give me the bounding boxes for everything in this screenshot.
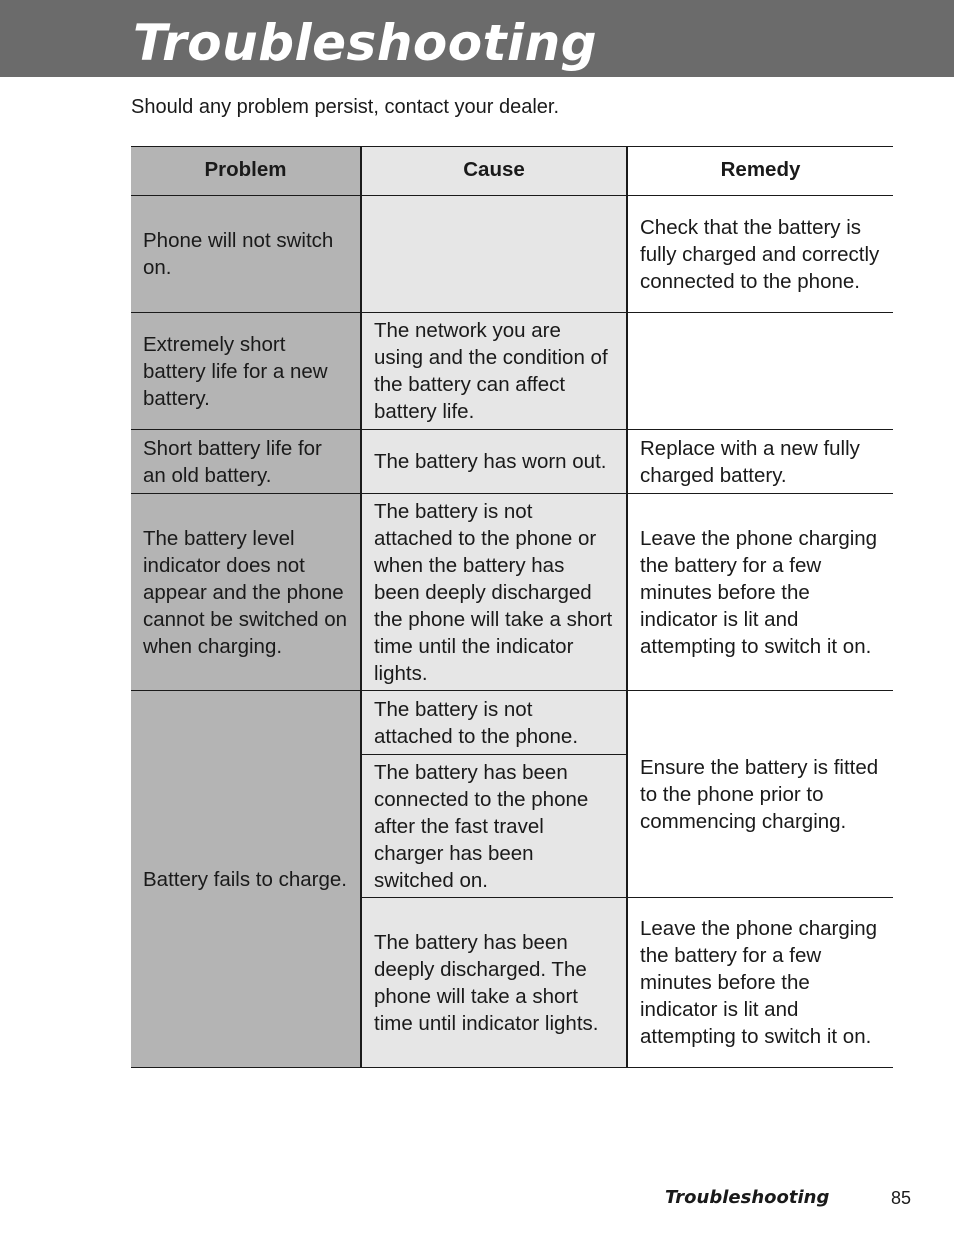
cause-cell: The battery has been connected to the phone after the fast travel charger has been switched on. bbox=[361, 755, 627, 898]
table-header-row bbox=[131, 147, 893, 196]
problem-cell: The battery level indicator does not appear and the phone cannot be switched on when charging. bbox=[131, 494, 361, 691]
cause-cell: The battery is not attached to the phone. bbox=[361, 691, 627, 755]
remedy-cell: Leave the phone charging the battery for a few minutes before the indicator is lit and attempting to switch it on. bbox=[627, 898, 893, 1068]
cause-cell bbox=[361, 196, 627, 313]
cause-cell: The battery has been deeply discharged. The phone will take a short time until indicator lights. bbox=[361, 898, 627, 1068]
column-header-problem: Problem bbox=[131, 147, 361, 196]
intro-text: Should any problem persist, contact your dealer. bbox=[131, 96, 560, 118]
problem-cell: Phone will not switch on. bbox=[131, 196, 361, 313]
remedy-cell bbox=[627, 313, 893, 430]
troubleshooting-table bbox=[131, 146, 893, 1068]
table-row bbox=[131, 430, 893, 494]
remedy-cell: Ensure the battery is fitted to the phone prior to commencing charging. bbox=[627, 691, 893, 898]
problem-cell: Extremely short battery life for a new battery. bbox=[131, 313, 361, 430]
remedy-cell: Check that the battery is fully charged and correctly connected to the phone. bbox=[627, 196, 893, 313]
remedy-cell: Leave the phone charging the battery for a few minutes before the indicator is lit and attempting to switch it on. bbox=[627, 494, 893, 691]
table-row bbox=[131, 691, 893, 755]
problem-cell: Battery fails to charge. bbox=[131, 691, 361, 1068]
header-bar bbox=[0, 0, 954, 77]
table-row bbox=[131, 313, 893, 430]
column-header-cause: Cause bbox=[361, 147, 627, 196]
table-row bbox=[131, 494, 893, 691]
footer-section-title: Troubleshooting bbox=[665, 1187, 830, 1208]
page-number: 85 bbox=[891, 1188, 912, 1208]
table-row bbox=[131, 196, 893, 313]
cause-cell: The battery has worn out. bbox=[361, 430, 627, 494]
column-header-remedy: Remedy bbox=[627, 147, 893, 196]
cause-cell: The network you are using and the condition of the battery can affect battery life. bbox=[361, 313, 627, 430]
cause-cell: The battery is not attached to the phone or when the battery has been deeply discharged the phone will take a short time until the indicator lights. bbox=[361, 494, 627, 691]
problem-cell: Short battery life for an old battery. bbox=[131, 430, 361, 494]
remedy-cell: Replace with a new fully charged battery. bbox=[627, 430, 893, 494]
page-title: Troubleshooting bbox=[133, 14, 598, 72]
